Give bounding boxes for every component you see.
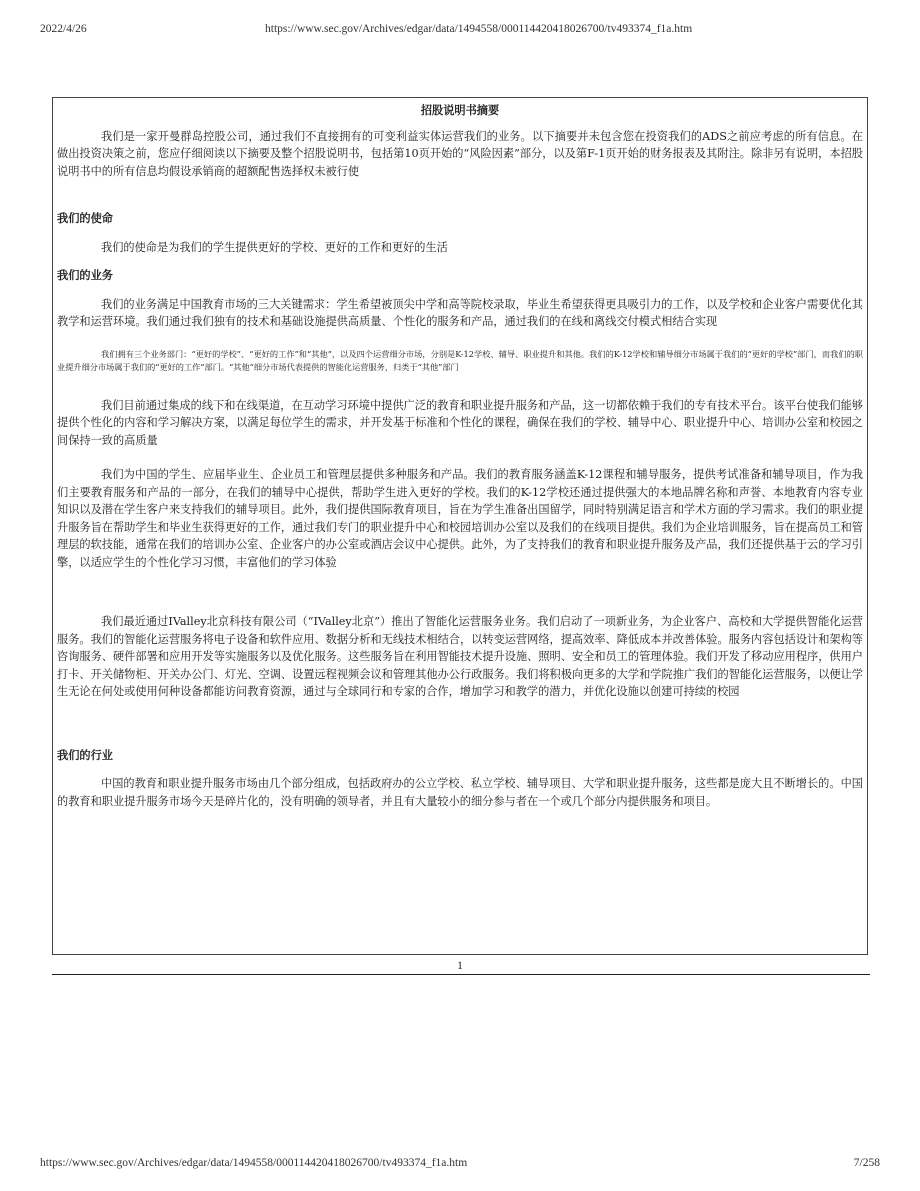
page-divider	[52, 974, 870, 975]
business-paragraph-2: 我们拥有三个业务部门：“更好的学校”、“更好的工作”和“其他”，以及四个运营细分市场，分别是K-12学校、辅导、职业提升和其他。我们的K-12学校和辅导细分市场属于我们的“更好的学校”部门，而我们的职业提升细分市场属于我们的“更好的工作”部门。“其他”细分市场代表提供的智能化运营服务，归类于“其他”部门	[57, 348, 863, 372]
print-url[interactable]: https://www.sec.gov/Archives/edgar/data/1494558/000114420418026700/tv493374_f1a.htm	[265, 23, 693, 35]
intro-paragraph: 我们是一家开曼群岛控股公司，通过我们不直接拥有的可变利益实体运营我们的业务。以下摘要并未包含您在投资我们的ADS之前应考虑的所有信息。在做出投资决策之前，您应仔细阅读以下摘要及整个招股说明书，包括第10页开始的“风险因素”部分，以及第F-1页开始的财务报表及其附注。除非另有说明，本招股说明书中的所有信息均假设承销商的超额配售选择权未被行使	[57, 129, 863, 178]
business-paragraph-4: 我们为中国的学生、应届毕业生、企业员工和管理层提供多种服务和产品。我们的教育服务涵盖K-12课程和辅导服务，提供考试准备和辅导项目，作为我们主要教育服务和产品的一部分，在我们的辅导中心提供，帮助学生进入更好的学校。我们的K-12学校还通过提供强大的本地品牌名称和声誉、本地教育内容专业知识以及潜在学生客户来支持我们的辅导项目。此外，我们提供国际教育项目，旨在为学生准备出国留学，同时特别满足语言和学术方面的学习需求。我们的职业提升服务旨在帮助学生和毕业生获得更好的工作，通过我们专门的职业提升中心和校园培训办公室以及我们的在线项目提供。我们为企业培训服务，旨在提高员工和管理层的软技能，通常在我们的培训办公室、企业客户的办公室或酒店会议中心提供。此外，为了支持我们的教育和职业提升服务及产品，我们还提供基于云的学习引擎，以适应学生的个性化学习习惯，丰富他们的学习体验	[57, 468, 863, 569]
footer-page-count: 7/258	[853, 1157, 880, 1169]
industry-paragraph: 中国的教育和职业提升服务市场由几个部分组成，包括政府办的公立学校、私立学校、辅导项目、大学和职业提升服务，这些都是庞大且不断增长的。中国的教育和职业提升服务市场今天是碎片化的，没有明确的领导者，并且有大量较小的细分参与者在一个或几个部分内提供服务和项目。	[57, 777, 863, 808]
business-heading: 我们的业务	[57, 268, 113, 282]
mission-heading: 我们的使命	[57, 211, 113, 225]
print-date: 2022/4/26	[40, 23, 87, 35]
business-paragraph-1: 我们的业务满足中国教育市场的三大关键需求：学生希望被顶尖中学和高等院校录取，毕业生希望获得更具吸引力的工作，以及学校和企业客户需要优化其教学和运营环境。我们通过我们独有的技术和基础设施提供高质量、个性化的服务和产品，通过我们的在线和离线交付模式相结合实现	[57, 297, 863, 328]
prospectus-summary-box	[52, 97, 868, 955]
industry-heading: 我们的行业	[57, 747, 113, 762]
page-number: 1	[457, 960, 463, 972]
mission-paragraph: 我们的使命是为我们的学生提供更好的学校、更好的工作和更好的生活	[101, 240, 448, 254]
footer-url[interactable]: https://www.sec.gov/Archives/edgar/data/1494558/000114420418026700/tv493374_f1a.htm	[40, 1157, 468, 1169]
business-paragraph-3: 我们目前通过集成的线下和在线渠道，在互动学习环境中提供广泛的教育和职业提升服务和产品，这一切都依赖于我们的专有技术平台。该平台使我们能够提供个性化的内容和学习解决方案，以满足每位学生的需求，并开发基于标准和个性化的课程，确保在我们的学校、辅导中心、职业提升中心、培训办公室和校园之间保持一致的高质量	[57, 398, 863, 447]
page-title: 招股说明书摘要	[420, 103, 500, 117]
business-paragraph-5: 我们最近通过IValley北京科技有限公司（“IValley北京”）推出了智能化运营服务业务。我们启动了一项新业务，为企业客户、高校和大学提供智能化运营服务。我们的智能化运营服务将电子设备和软件应用、数据分析和无线技术相结合，以转变运营网络，提高效率、降低成本并改善体验。服务内容包括设计和架构等咨询服务、硬件部署和应用开发等实施服务以及优化服务。这些服务旨在利用智能技术提升设施、照明、安全和员工的管理体验。我们开发了移动应用程序，供用户打卡、开关储物柜、开关办公门、灯光、空调、设置远程视频会议和管理其他办公行政服务。我们将积极向更多的大学和学院推广我们的智能化运营服务，以便让学生无论在何处或使用何种设备都能访问教育资源，通过与全球同行和专家的合作，增加学习和教学的潜力，并优化设施以创建可持续的校园	[57, 615, 863, 698]
